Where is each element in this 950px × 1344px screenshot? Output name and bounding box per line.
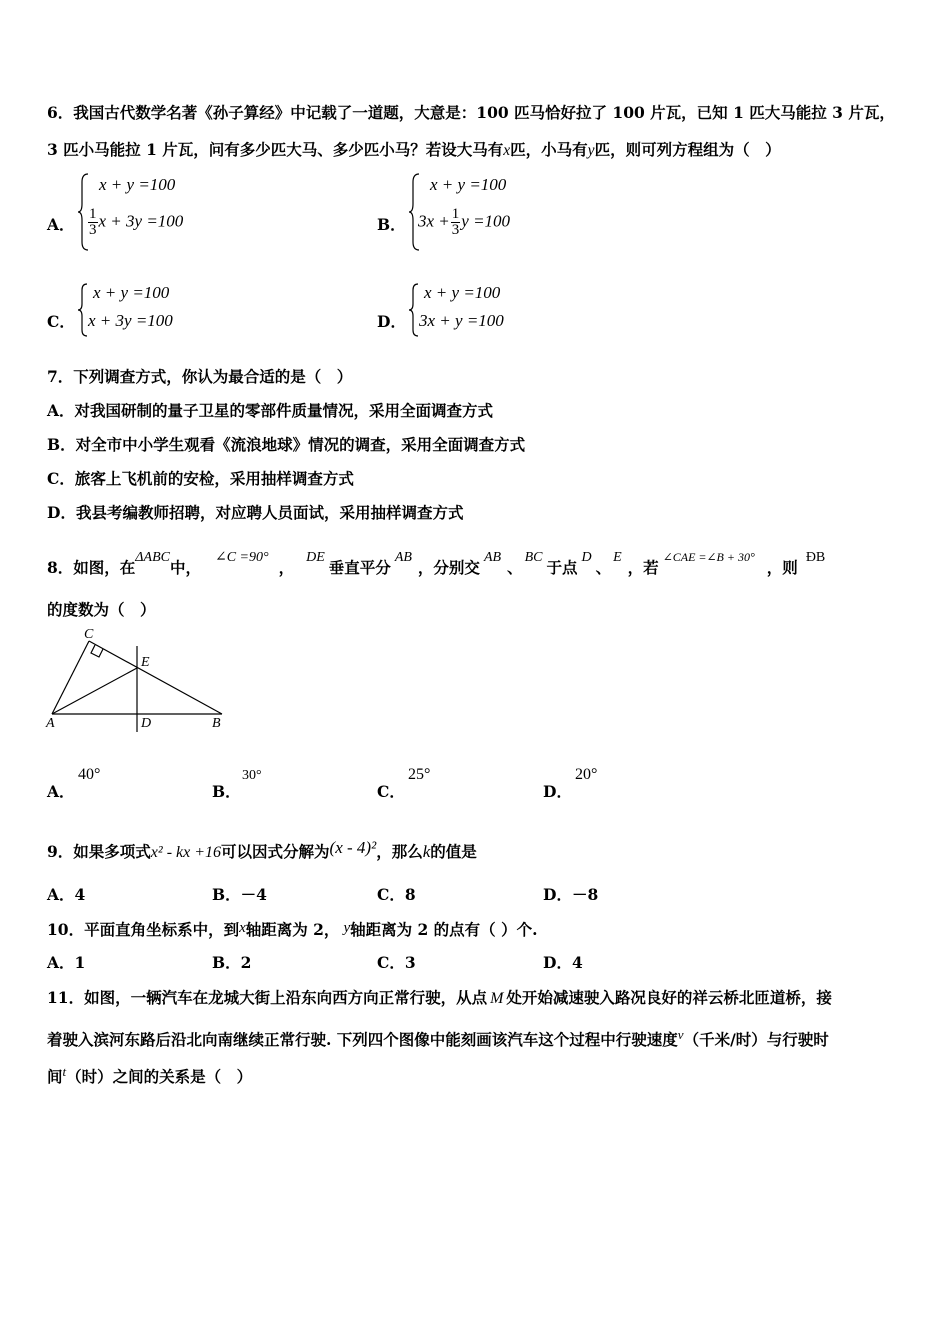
segment-ae: [52, 668, 137, 714]
q8-option-c-label: C．: [377, 782, 405, 801]
q9-option-d: D．－8: [543, 885, 599, 904]
math-condition: ∠CAE =∠B + 30°: [662, 550, 755, 564]
q8-option-d-value: 20°: [575, 766, 598, 783]
equation-2: $\frac{1}{3}$ x + 3y =100: [89, 206, 184, 238]
q10-stem: 10．平面直角坐标系中，到x轴距离为 2， y轴距离为 2 的点有（ ）个.: [47, 920, 538, 939]
q6-option-b-system: [408, 172, 568, 252]
q11-stem-line2: 着驶入滨河东路后沿北向南继续正常行驶. 下列四个图像中能刻画该汽车这个过程中行驶速度$^v$（千米/时）与行驶时: [47, 1027, 829, 1049]
equation-2: 3x + y =100: [419, 311, 504, 330]
q6-stem-text: 匹，则可列方程组为（ ）: [594, 140, 781, 159]
side-ac: [52, 641, 89, 714]
q6-var-y: y: [587, 142, 595, 159]
q7-stem: 7．下列调查方式，你认为最合适的是（ ）: [47, 367, 353, 386]
equation-2: x + 3y =100: [88, 311, 173, 330]
label-d: D: [141, 716, 152, 731]
q6-stem-line1: 6．我国古代数学名著《孙子算经》中记载了一道题，大意是：100 匹马恰好拉了 100 片瓦，已知 1 匹大马能拉 3 片瓦，: [47, 103, 895, 122]
q6-option-d-system: [408, 282, 558, 338]
equation-2: 3x + $\frac{1}{3}$ y =100: [418, 206, 511, 238]
q6-option-a-system: [77, 172, 237, 252]
q6-stem-text: 3 匹小马能拉 1 片瓦，问有多少匹大马、多少匹小马？若设大马有: [47, 140, 504, 159]
q8-option-b-value: 30°: [242, 768, 262, 783]
q9-stem: 9．如果多项式x² - kx +16可以因式分解为(x - 4)²，那么k的值是: [47, 838, 477, 861]
q11-stem-line1: 11．如图，一辆汽车在龙城大街上沿东向西方向正常行驶，从点 M 处开始减速驶入路况良好的祥云桥北匝道桥，接: [47, 988, 832, 1007]
label-a: A: [46, 716, 55, 731]
math-polynomial: x² - kx +16: [150, 844, 222, 861]
q9-option-a: A．4: [47, 885, 86, 904]
q10-option-a: A．1: [47, 953, 86, 972]
math-angle-c: ∠C =90°: [214, 550, 269, 565]
q9-option-b: B．－4: [212, 885, 267, 904]
q10-option-c: C．3: [377, 953, 416, 972]
q8-option-d-label: D．: [543, 782, 572, 801]
equation-1: x + y =100: [424, 283, 501, 302]
q10-option-b: B．2: [212, 953, 252, 972]
q7-option-c: C．旅客上飞机前的安检，采用抽样调查方式: [47, 469, 354, 488]
q11-stem-line3: 间$^t$（时）之间的关系是（ ）: [47, 1064, 253, 1086]
q8-option-b-label: B．: [212, 782, 241, 801]
label-b: B: [212, 716, 221, 731]
q8-stem-line2: 的度数为（ ）: [47, 600, 156, 619]
q8-option-a-label: A．: [47, 782, 75, 801]
q10-option-d: D．4: [543, 953, 583, 972]
q6-option-b-label: B．: [377, 215, 406, 234]
q6-option-c-system: [77, 282, 227, 338]
label-e: E: [141, 655, 150, 670]
q7-option-d: D．我县考编教师招聘，对应聘人员面试，采用抽样调查方式: [47, 503, 464, 522]
q6-stem-text: 匹，小马有: [510, 140, 588, 159]
q7-option-b: B．对全市中小学生观看《流浪地球》情况的调查，采用全面调查方式: [47, 435, 526, 454]
equation-1: x + y =100: [430, 175, 507, 194]
q6-option-a-label: A．: [47, 215, 75, 234]
q6-option-d-label: D．: [377, 312, 406, 331]
q9-option-c: C．8: [377, 885, 416, 904]
fraction: $\frac{1}{3}$: [89, 206, 97, 238]
label-c: C: [84, 627, 94, 642]
math-factored: (x - 4)²: [329, 838, 377, 857]
equation-1: x + y =100: [99, 175, 176, 194]
fraction: $\frac{1}{3}$: [451, 206, 460, 238]
q6-var-x: x: [503, 142, 511, 159]
math-triangle: ΔABC: [135, 550, 170, 565]
triangle-figure: [44, 626, 234, 738]
q6-option-c-label: C．: [47, 312, 75, 331]
side-cb: [89, 641, 222, 714]
q7-option-a: A．对我国研制的量子卫星的零部件质量情况，采用全面调查方式: [47, 401, 494, 420]
right-angle-mark: [91, 645, 103, 657]
q6-stem-line2: [47, 140, 781, 161]
q8-option-a-value: 40°: [78, 766, 101, 783]
q8-stem-line1: 8．如图，在ΔABC中，∠C =90°，DE垂直平分AB，分别交AB、BC于点D、E，若$^{\angle CAE =\angle B + 30^\circ}$，则ÐB: [47, 550, 826, 577]
q8-option-c-value: 25°: [408, 766, 431, 783]
equation-1: x + y =100: [93, 283, 170, 302]
